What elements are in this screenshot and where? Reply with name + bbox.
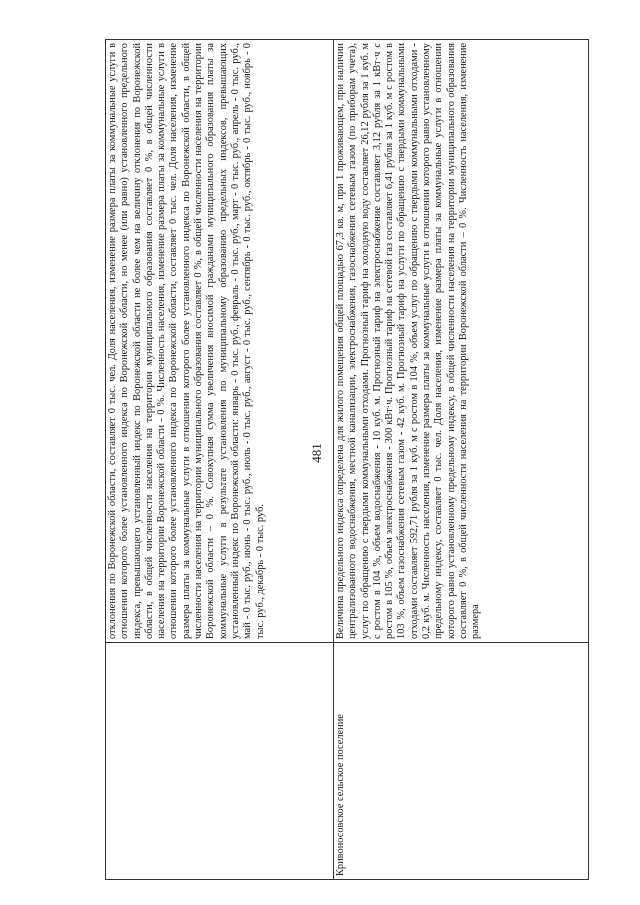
table-row [106, 40, 334, 880]
rotated-table-region [105, 40, 585, 880]
description-cell: отклонения по Воронежской области, составляет 0 тыс. чел. Доля населения, изменение размера платы за коммунальные услуги в отношении которого более установленного индекса по Воронежской области, но менее (или равно) установленного предельного индекса, превышающего установленный индекс по Воронежской области не более чем на величину отклонения по Воронежской области, в общей численности населения на территории муниципального образования составляет 0 %, в общей численности населения на территории Воронежской области - 0 %. Численность населения, изменение размера платы за коммунальные услуги в отношении которого более установленного индекса по Воронежской области, составляет 0 тыс. чел. Доля населения, изменение размера платы за коммунальные услуги в отношении которого более установленного индекса по Воронежской области, в общей численности населения на территории муниципального образования составляет 0 %, в общей численности населения на территории Воронежской области – 0 %. Совокупная сумма увеличения вносимой гражданами муниципального образования платы за коммунальные услуги в результате установления по муниципальному образованию предельных индексов, превышающих установленный индекс по Воронежской области: январь - 0 тыс. руб., февраль - 0 тыс. руб., март - 0 тыс. руб., апрель - 0 тыс. руб., май - 0 тыс. руб., июнь - 0 тыс. руб., июль - 0 тыс. руб., август - 0 тыс. руб., сентябрь - 0 тыс. руб., октябрь - 0 тыс. руб., ноябрь - 0 тыс. руб., декабрь - 0 тыс. руб. [106, 40, 334, 643]
page-number: 481 [309, 443, 324, 463]
municipality-cell: Кривоносовское сельское поселение [334, 643, 589, 880]
municipality-cell [106, 643, 334, 880]
table-row [334, 40, 589, 880]
tariff-table [105, 39, 589, 880]
description-cell: Величина предельного индекса определена для жилого помещения общей площадью 67,3 кв. м, при 1 проживающем, при наличии централизованного водоснабжения, местной канализации, электроснабжения, газоснабжения сетевым газом (по приборам учета), услуг по обращению с твердыми коммунальными отходами. Прогнозный тариф на холодную воду составляет 26,12 рубля за 1 куб. м с ростом в 104 %, объем водоснабжения - 10 куб. м. Прогнозный тариф на электроснабжение составляет 3,12 рубля за 1 кВт·ч с ростом в 105 %, объем электроснабжения - 300 кВт·ч. Прогнозный тариф на сетевой газ составляет 6,41 рубля за 1 куб. м с ростом в 103 %, объем газоснабжения сетевым газом - 42 куб. м. Прогнозный тариф на услуги по обращению с твердыми коммунальными отходами составляет 592,71 рубля за 1 куб. м с ростом в 104 %, объем услуг по обращению с твердыми коммунальными отходами - 0,2 куб. м. Численность населения, изменение размера платы за коммунальные услуги в отношении которого равно установленному предельному индексу, составляет 0 тыс. чел. Доля населения, изменение размера платы за коммунальные услуги в отношении которого равно установленному предельному индексу, в общей численности населения на территории муниципального образования составляет 0 %, в общей численности населения на территории Воронежской области – 0 %. Численность населения, изменение размера [334, 40, 589, 643]
rotated-table-wrapper [105, 40, 585, 880]
